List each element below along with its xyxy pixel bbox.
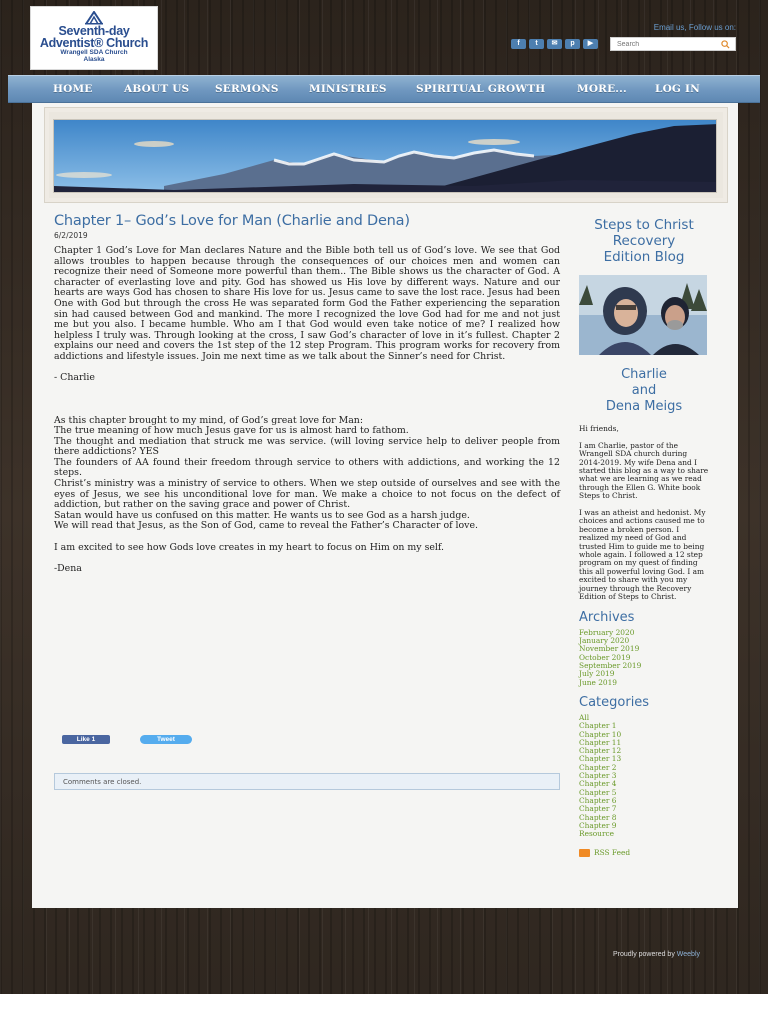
- author-name-line: and: [631, 383, 657, 398]
- rss-label: RSS Feed: [594, 848, 631, 858]
- author-name-line: Charlie: [621, 367, 667, 382]
- archive-link[interactable]: September 2019: [579, 661, 642, 671]
- blog-title-line: Steps to Christ: [594, 217, 694, 233]
- bio-paragraph: I was an atheist and hedonist. My choices and actions caused me to become a broken person. I realized my need of God and trusted Him to guide me to being whole again. I followed a 12 step program on my quest of finding this all powerful loving God. I am excited to share with you my journey through the Recovery Edition of Steps to Christ.: [579, 508, 706, 602]
- powered-by-label: Proudly powered by: [612, 951, 675, 958]
- post-line: The founders of AA found their freedom through service to others with addictions, and working the 12 steps.: [54, 456, 560, 479]
- archive-link[interactable]: January 2020: [579, 636, 630, 646]
- powered-by: [613, 951, 700, 958]
- sda-logo-icon: [82, 11, 106, 25]
- category-link[interactable]: Chapter 3: [579, 771, 617, 781]
- share-buttons: [62, 735, 192, 744]
- nav-log-in[interactable]: LOG IN: [655, 83, 700, 95]
- category-link[interactable]: Chapter 9: [579, 820, 617, 830]
- archive-link[interactable]: February 2020: [579, 627, 635, 637]
- nav-more[interactable]: MORE...: [577, 83, 627, 95]
- twitter-icon[interactable]: t: [529, 39, 544, 49]
- main-nav: [8, 75, 760, 103]
- comments-closed-notice: Comments are closed.: [54, 773, 560, 790]
- nav-home[interactable]: HOME: [53, 83, 93, 95]
- categories-list: [579, 714, 709, 838]
- page-content: [32, 103, 738, 908]
- category-link[interactable]: Chapter 2: [579, 762, 617, 772]
- archive-link[interactable]: October 2019: [579, 652, 631, 662]
- rss-feed-link[interactable]: [579, 848, 709, 857]
- category-link[interactable]: Chapter 10: [579, 729, 622, 739]
- youtube-icon[interactable]: ▶: [583, 39, 598, 49]
- category-link[interactable]: Chapter 5: [579, 787, 617, 797]
- post-line: As this chapter brought to my mind, of God’s great love for Man:: [54, 414, 364, 426]
- tweet-button[interactable]: Tweet: [140, 735, 192, 744]
- post-line: Christ’s ministry was a ministry of service to others. When we step outside of ourselves and see with the eyes of Jesus, we see his unconditional love for man. We make a choice to not focus on the defect of addiction, but rather on the saving grace and power of Christ.: [54, 478, 560, 511]
- category-link[interactable]: Resource: [579, 829, 614, 839]
- archive-link[interactable]: July 2019: [579, 669, 615, 679]
- author-photo: [579, 275, 707, 355]
- footer: [32, 908, 738, 994]
- post-line: The true meaning of how much Jesus gave for us is almost hard to fathom.: [54, 425, 409, 437]
- logo-text-line3: Wrangell SDA Church: [60, 49, 128, 56]
- nav-spiritual-growth[interactable]: SPIRITUAL GROWTH: [416, 83, 546, 95]
- post-line: The thought and mediation that struck me was service. (will loving service help to deliver people from there addictions? YES: [54, 435, 560, 458]
- search-input[interactable]: [611, 38, 717, 50]
- banner-frame: [44, 107, 728, 203]
- church-logo[interactable]: [30, 6, 158, 70]
- author-names: [579, 367, 709, 415]
- archives-list: [579, 629, 709, 687]
- category-link[interactable]: All: [579, 712, 590, 722]
- author-bio: [579, 425, 709, 602]
- logo-text-line4: Alaska: [83, 56, 105, 63]
- nav-about-us[interactable]: ABOUT US: [124, 83, 190, 95]
- pinterest-icon[interactable]: p: [565, 39, 580, 49]
- archives-heading: Archives: [579, 609, 635, 625]
- rss-icon: [579, 849, 590, 857]
- nav-ministries[interactable]: MINISTRIES: [309, 83, 387, 95]
- blog-title-line: Recovery: [612, 233, 676, 249]
- post-date: 6/2/2019: [54, 231, 88, 240]
- category-link[interactable]: Chapter 7: [579, 804, 617, 814]
- email-follow-label: Email us, Follow us on:: [653, 23, 736, 32]
- author-name-line: Dena Meigs: [605, 399, 683, 414]
- search-box: [610, 37, 736, 51]
- post-line: I am excited to see how Gods love creates in my heart to focus on Him on my self.: [54, 541, 445, 553]
- bottom-strip: [0, 994, 768, 1024]
- social-icons: [511, 39, 598, 49]
- post-line: We will read that Jesus, as the Son of God, came to reveal the Father’s Character of love.: [54, 520, 479, 532]
- category-link[interactable]: Chapter 4: [579, 779, 617, 789]
- post-line: Satan would have us confused on this matter. He wants us to see God as a harsh judge.: [54, 509, 470, 521]
- category-link[interactable]: Chapter 8: [579, 812, 617, 822]
- blog-post: [54, 213, 560, 786]
- post-paragraph: Chapter 1 God’s Love for Man declares Nature and the Bible both tell us of God’s love. We see that God allows troubles to happen because through the consequences of our choices men and women can recognize their need of Someone more powerful than them.. The Bible shows us the character of God. A character of everlasting love and pity. God has showed us His love by different ways. Nature and our hearts are ways God has chosen to share His love for us. Jesus came to save the lost race. Jesus had been One with God but through the cross He was separated form God the Father experiencing the separation sin had caused between God and mankind. The more I recognized the love God had for me and not just me but you also. I became humble. Who am I that God would even take notice of me? I realized how helpless I truly was. Through looking at the cross, I saw God’s character of love in it’s fullest. Chapter 2 explains our need and covers the 1st step of the 12 step Program. This program works for recovery from addictions and lifestyle issues. Join me next time as we talk about the Sinner’s need for Christ.: [54, 245, 560, 362]
- categories-heading: Categories: [579, 694, 650, 710]
- logo-text-line1: Seventh-day: [58, 24, 130, 38]
- facebook-icon[interactable]: f: [511, 39, 526, 49]
- category-link[interactable]: Chapter 12: [579, 746, 622, 756]
- logo-text-line2: Adventist® Church: [39, 36, 149, 50]
- bio-greeting: Hi friends,: [579, 424, 619, 433]
- post-body: [54, 246, 560, 574]
- category-link[interactable]: Chapter 6: [579, 795, 617, 805]
- archive-link[interactable]: November 2019: [579, 644, 640, 654]
- email-icon[interactable]: ✉: [547, 39, 562, 49]
- post-signature-charlie: - Charlie: [54, 372, 95, 384]
- facebook-like-button[interactable]: Like 1: [62, 735, 110, 744]
- category-link[interactable]: Chapter 11: [579, 737, 622, 747]
- category-link[interactable]: Chapter 13: [579, 754, 622, 764]
- banner-image: [53, 119, 717, 193]
- bio-paragraph: I am Charlie, pastor of the Wrangell SDA church during 2014-2019. My wife Dena and I started this blog as a way to share what we are learning as we read through the Ellen G. White book Steps to Christ.: [579, 440, 709, 501]
- archive-link[interactable]: June 2019: [579, 677, 618, 687]
- search-icon[interactable]: [717, 38, 733, 50]
- post-signature-dena: -Dena: [54, 562, 82, 574]
- post-title[interactable]: Chapter 1– God’s Love for Man (Charlie and Dena): [54, 213, 410, 229]
- nav-sermons[interactable]: SERMONS: [215, 83, 279, 95]
- category-link[interactable]: Chapter 1: [579, 721, 617, 731]
- blog-title-line: Edition Blog: [603, 249, 685, 265]
- weebly-link[interactable]: Weebly: [676, 951, 700, 958]
- blog-title: [579, 217, 709, 265]
- sidebar: [579, 217, 709, 857]
